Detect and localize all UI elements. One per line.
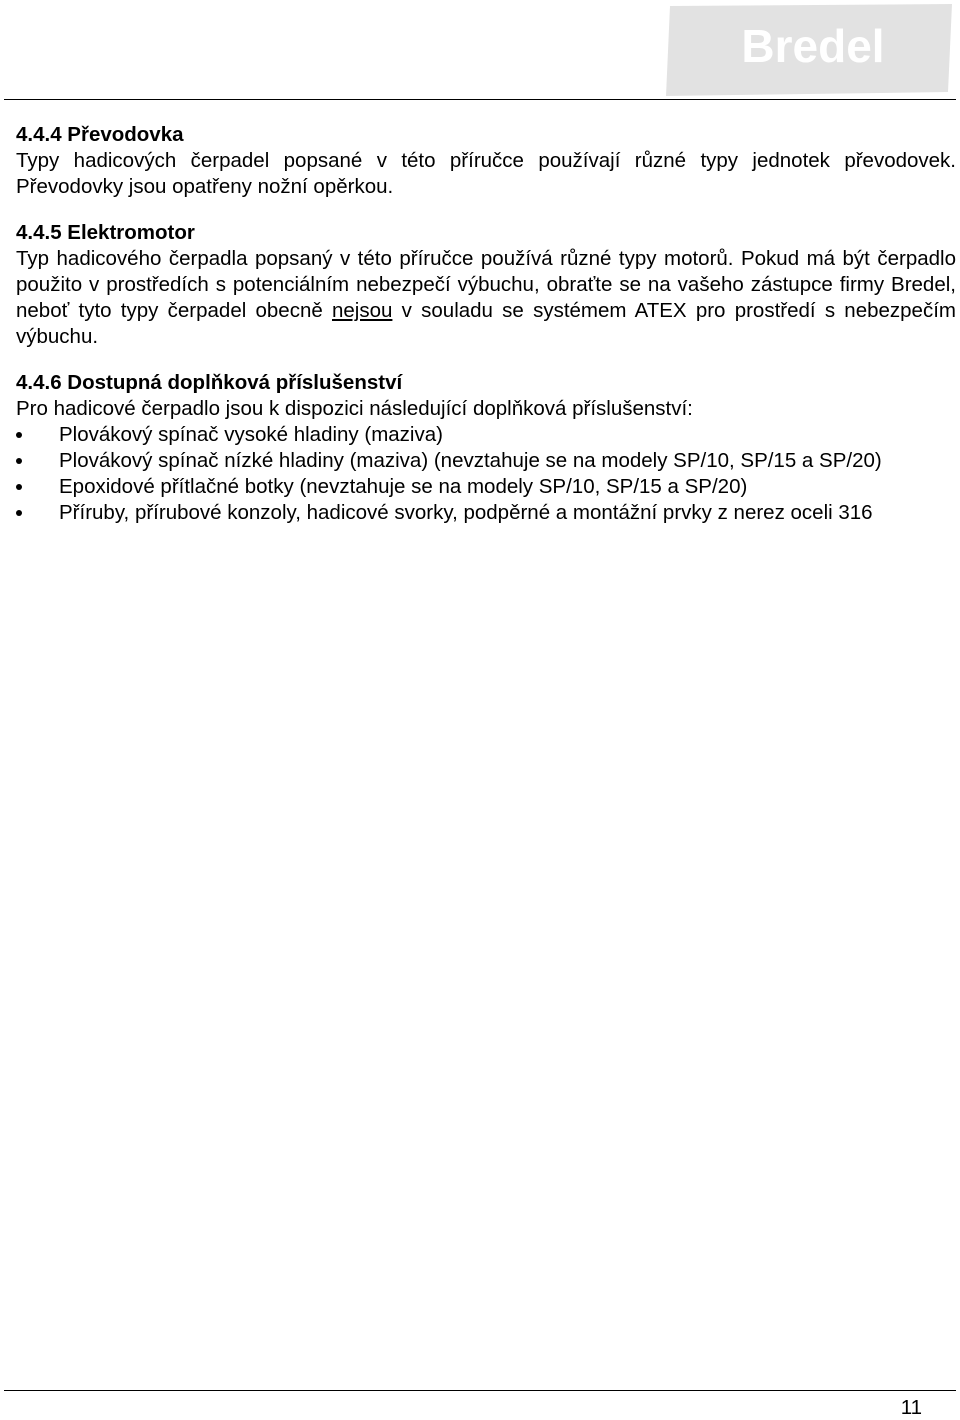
- section-heading-gearbox: 4.4.4 Převodovka: [16, 123, 184, 146]
- bullet-icon: [16, 432, 22, 438]
- bullet-icon: [16, 458, 22, 464]
- header-rule: [4, 99, 956, 100]
- list-item: Plovákový spínač vysoké hladiny (maziva): [16, 422, 956, 448]
- bullet-icon: [16, 484, 22, 490]
- list-item: Epoxidové přítlačné botky (nevztahuje se na modely SP/10, SP/15 a SP/20): [16, 474, 956, 500]
- motor-paragraph: [16, 246, 956, 350]
- bullet-icon: [16, 510, 22, 516]
- accessories-list: [16, 422, 956, 526]
- list-item: Příruby, přírubové konzoly, hadicové svorky, podpěrné a montážní prvky z nerez oceli 316: [16, 500, 956, 526]
- section-motor: [16, 220, 956, 350]
- logo-text: Bredel: [741, 20, 885, 72]
- motor-text-underlined: nejsou: [332, 299, 393, 322]
- motor-text-end: v souladu se systémem ATEX pro prostředí s nebezpečím výbuchu.: [16, 299, 956, 348]
- section-heading-accessories: 4.4.6 Dostupná doplňková příslušenství: [16, 371, 403, 394]
- accessories-intro: Pro hadicové čerpadlo jsou k dispozici následující doplňková příslušenství:: [16, 397, 693, 420]
- section-accessories: [16, 370, 956, 526]
- footer-rule: [4, 1390, 956, 1391]
- document-body: [16, 122, 956, 526]
- section-gearbox: [16, 122, 956, 200]
- section-heading-motor: 4.4.5 Elektromotor: [16, 221, 195, 244]
- page-number: 11: [900, 1396, 922, 1419]
- motor-text-start: Typ hadicového čerpadla popsaný v této příručce používá různé typy motorů. Pokud má být čerpadlo použito v prostředích s potenciálním nebezpečí výbuchu, obraťte se na vašeho zástupce firmy Bredel, neboť tyto typy čerpadel obecně: [16, 247, 956, 322]
- gearbox-paragraph: Typy hadicových čerpadel popsané v této příručce používají různé typy jednotek převodovek. Převodovky jsou opatřeny nožní opěrkou.: [16, 149, 956, 198]
- bredel-logo: [666, 4, 956, 96]
- list-item: Plovákový spínač nízké hladiny (maziva) (nevztahuje se na modely SP/10, SP/15 a SP/20): [16, 448, 956, 474]
